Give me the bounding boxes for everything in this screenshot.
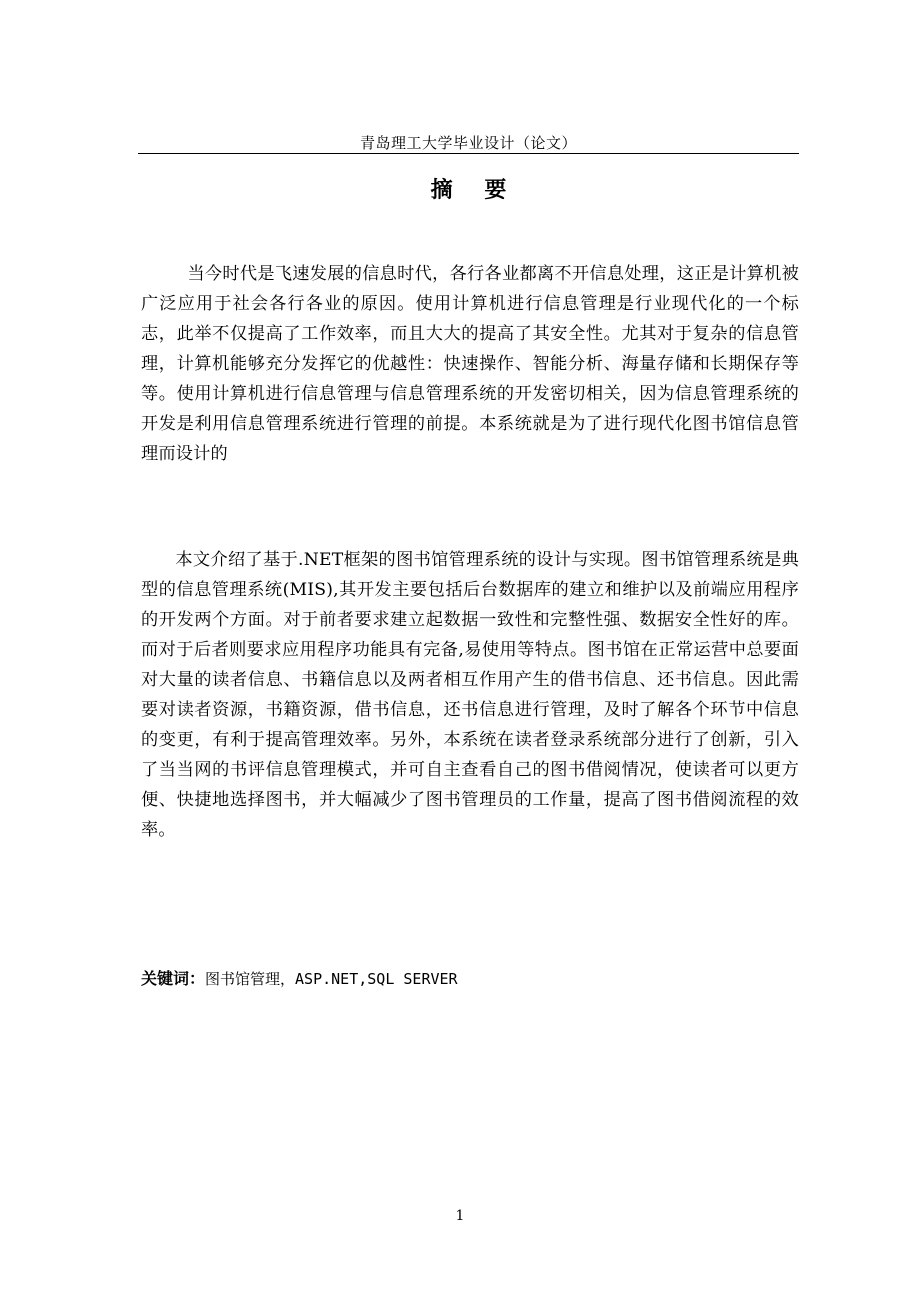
- keywords-label: 关键词：: [141, 969, 206, 988]
- keywords-line: [141, 964, 799, 994]
- page-number: 1: [455, 1208, 465, 1224]
- header-rule: [138, 153, 799, 154]
- keywords-value: 图书馆管理，ASP.NET,SQL SERVER: [205, 970, 458, 988]
- abstract-title: 摘 要: [430, 178, 519, 203]
- abstract-paragraph-1: 当今时代是飞速发展的信息时代，各行各业都离不开信息处理，这正是计算机被广泛应用于社会各行各业的原因。使用计算机进行信息管理是行业现代化的一个标志，此举不仅提高了工作效率，而且大大的提高了其安全性。尤其对于复杂的信息管理，计算机能够充分发挥它的优越性：快速操作、智能分析、海量存储和长期保存等等。使用计算机进行信息管理与信息管理系统的开发密切相关，因为信息管理系统的开发是利用信息管理系统进行管理的前提。本系统就是为了进行现代化图书馆信息管理而设计的: [141, 264, 799, 464]
- running-header: 青岛理工大学毕业设计（论文）: [359, 134, 577, 152]
- abstract-paragraph-2: 本文介绍了基于.NET框架的图书馆管理系统的设计与实现。图书馆管理系统是典型的信息管理系统(MIS),其开发主要包括后台数据库的建立和维护以及前端应用程序的开发两个方面。对于前者要求建立起数据一致性和完整性强、数据安全性好的库。而对于后者则要求应用程序功能具有完备,易使用等特点。图书馆在正常运营中总要面对大量的读者信息、书籍信息以及两者相互作用产生的借书信息、还书信息。因此需要对读者资源，书籍资源，借书信息，还书信息进行管理，及时了解各个环节中信息的变更，有利于提高管理效率。另外，本系统在读者登录系统部分进行了创新，引入了当当网的书评信息管理模式，并可自主查看自己的图书借阅情况，使读者可以更方便、快捷地选择图书，并大幅减少了图书管理员的工作量，提高了图书借阅流程的效率。: [141, 550, 799, 840]
